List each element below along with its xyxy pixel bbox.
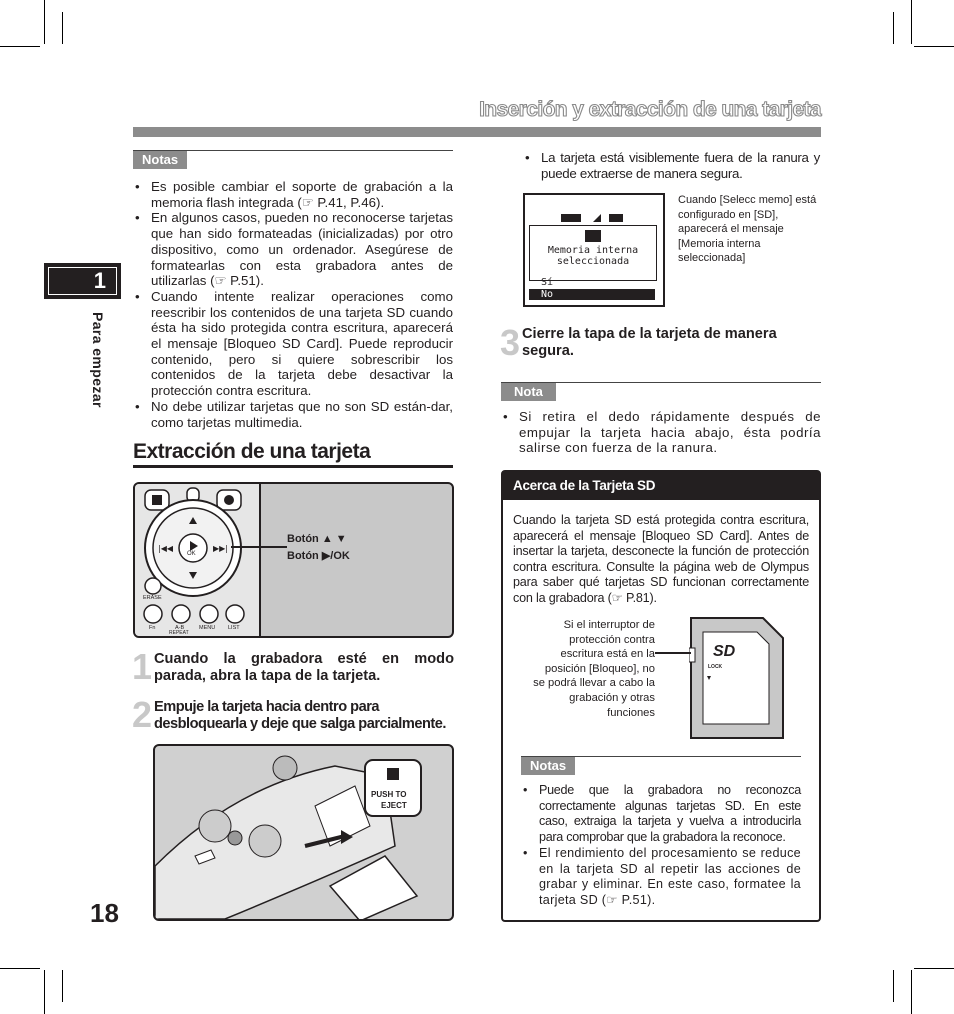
crop-mark: [0, 968, 40, 969]
lock-label: LOCK: [708, 664, 723, 670]
chapter-number: 1: [48, 267, 117, 295]
fn-label: Fn: [149, 625, 156, 631]
notes-section: [133, 150, 453, 430]
device-panel: [133, 482, 454, 638]
sd-card-illustration: [689, 616, 785, 740]
crop-mark: [893, 970, 894, 1002]
crop-mark: [911, 0, 912, 44]
step-3-text: Cierre la tapa de la tarjeta de manera segura.: [522, 326, 777, 359]
memory-icon: [559, 212, 629, 224]
crop-mark: [0, 46, 40, 47]
svg-text:|◀◀: |◀◀: [158, 544, 173, 553]
push-to-label: PUSH TO: [371, 790, 407, 799]
eject-illustration: [153, 744, 454, 921]
ab-label: A-B: [175, 625, 185, 631]
crop-mark: [914, 968, 954, 969]
crop-mark: [893, 12, 894, 44]
svg-text:SD: SD: [713, 643, 736, 660]
notes-tag: Notas: [133, 150, 187, 169]
ok-button-label: Botón ▶/OK: [287, 550, 350, 562]
eject-label: EJECT: [381, 801, 407, 810]
section-title: Extracción de una tarjeta: [133, 440, 371, 463]
sd-notes-rule: [521, 756, 801, 757]
nota-list: [501, 409, 821, 456]
sd-notes-list: [521, 783, 801, 909]
page-number: 18: [90, 898, 119, 928]
sd-box-title: Acerca de la Tarjeta SD: [513, 478, 656, 493]
sd-info-box: [501, 470, 821, 922]
step-number: 1: [132, 646, 153, 687]
sd-box-header: [503, 472, 819, 500]
crop-mark: [914, 46, 954, 47]
chapter-label: Para empezar: [90, 312, 106, 408]
erase-label: ERASE: [143, 595, 162, 601]
lcd-dialog: [529, 225, 657, 281]
crop-mark: [44, 0, 45, 44]
menu-label: MENU: [199, 625, 216, 631]
lcd-screen: [523, 193, 665, 307]
list-item: • Si retira el dedo rápidamente después de empujar la tarjeta hacia abajo, ésta podría salirse con fuerza de la ranura.: [501, 409, 821, 456]
lcd-topbar: [559, 211, 629, 223]
crop-mark: [62, 12, 63, 44]
list-item: • En algunos casos, pueden no reconocerse tarjetas que han sido formateadas (inicializadas) por otro dispositivo, como un ordenador. Asegúrese de formatearlas con esta grabadora antes de utilizarlas (☞ P.51).: [133, 210, 453, 289]
lock-pointer: [655, 652, 691, 654]
sd-card-icon: [689, 616, 785, 740]
ok-label: OK: [187, 551, 196, 557]
sd-box-body: Cuando la tarjeta SD está protegida contra escritura, aparecerá el mensaje [Bloqueo SD Card]. Antes de insertar la tarjeta, desconecte la función de protección contra escritura. Consulte la página web de Olympus para saber qué tarjetas SD funcionan correctamente con la grabadora (☞ P.81).: [513, 513, 809, 605]
section-rule: [133, 465, 453, 468]
nota-rule: [501, 382, 821, 383]
lcd-line1: Memoria interna: [547, 245, 639, 256]
nota-section: [501, 382, 821, 456]
step-2-text: Empuje la tarjeta hacia dentro para desbloquearla y deje que salga parcialmente.: [154, 699, 446, 732]
title-rule: [133, 127, 821, 137]
crop-mark: [44, 970, 45, 1014]
notes-rule: [133, 150, 453, 151]
crop-mark: [911, 970, 912, 1014]
recorder-controls-illustration: [135, 484, 259, 636]
device-face: [135, 484, 261, 636]
list-label: LIST: [228, 625, 240, 631]
up-down-button-label: Botón ▲ ▼: [287, 533, 347, 545]
recorder-illustration: [155, 746, 452, 919]
sd-notes-section: [521, 756, 801, 909]
step-1-text: Cuando la grabadora esté en modo parada, abra la tapa de la tarjeta.: [154, 651, 454, 684]
crop-mark: [62, 970, 63, 1002]
page-title: Inserción y extracción de una tarjeta: [479, 98, 821, 121]
sd-notes-tag: Notas: [521, 756, 575, 775]
list-item: • Es posible cambiar el soporte de grabación a la memoria flash integrada (☞ P.41, P.46).: [133, 179, 453, 210]
list-item: • El rendimiento del procesamiento se reduce en la tarjeta SD al repetir las acciones de grabar y eliminar. En este caso, formatee la tarjeta SD (☞ P.51).: [521, 846, 801, 909]
chapter-tab: [44, 263, 121, 299]
lcd-caption: Cuando [Selecc memo] está configurado en [SD], aparecerá el mensaje [Memoria interna seleccionada]: [678, 194, 817, 264]
memory-chip-icon: [585, 230, 601, 242]
nota-tag: Nota: [501, 382, 556, 401]
lock-caption: Si el interruptor de protección contra escritura está en la posición [Bloqueo], no se podrá llevar a cabo la grabación y otras funciones: [533, 619, 655, 719]
lcd-line2: seleccionada: [556, 256, 630, 267]
top-bullet-list: [523, 150, 820, 181]
list-item: • Cuando intente realizar operaciones como reescribir los contenidos de una tarjeta SD cuando ésta ha sido protegida contra escritura, aparecerá el mensaje [Bloqueo SD Card]. Puede reproducir contenido, pero si quiere sobrescribir los contenidos de la tarjeta debe desactivar la protección contra escritura.: [133, 289, 453, 399]
list-item: • No debe utilizar tarjetas que no son SD están-dar, como tarjetas multimedia.: [133, 399, 453, 430]
svg-text:▶▶|: ▶▶|: [213, 544, 228, 553]
notes-list: [133, 179, 453, 430]
list-item: • La tarjeta está visiblemente fuera de la ranura y puede extraerse de manera segura.: [523, 150, 820, 181]
repeat-label: REPEAT: [169, 630, 189, 636]
step-number: 3: [500, 322, 521, 363]
lcd-option-yes: Sí: [541, 277, 554, 288]
step-number: 2: [132, 694, 153, 735]
pointer-line: [231, 546, 287, 548]
lcd-option-no: No: [529, 289, 655, 300]
list-item: • Puede que la grabadora no reconozca correctamente algunas tarjetas SD. En este caso, extraiga la tarjeta y vuelva a introducirla para comprobar que la grabadora la reconoce.: [521, 783, 801, 846]
